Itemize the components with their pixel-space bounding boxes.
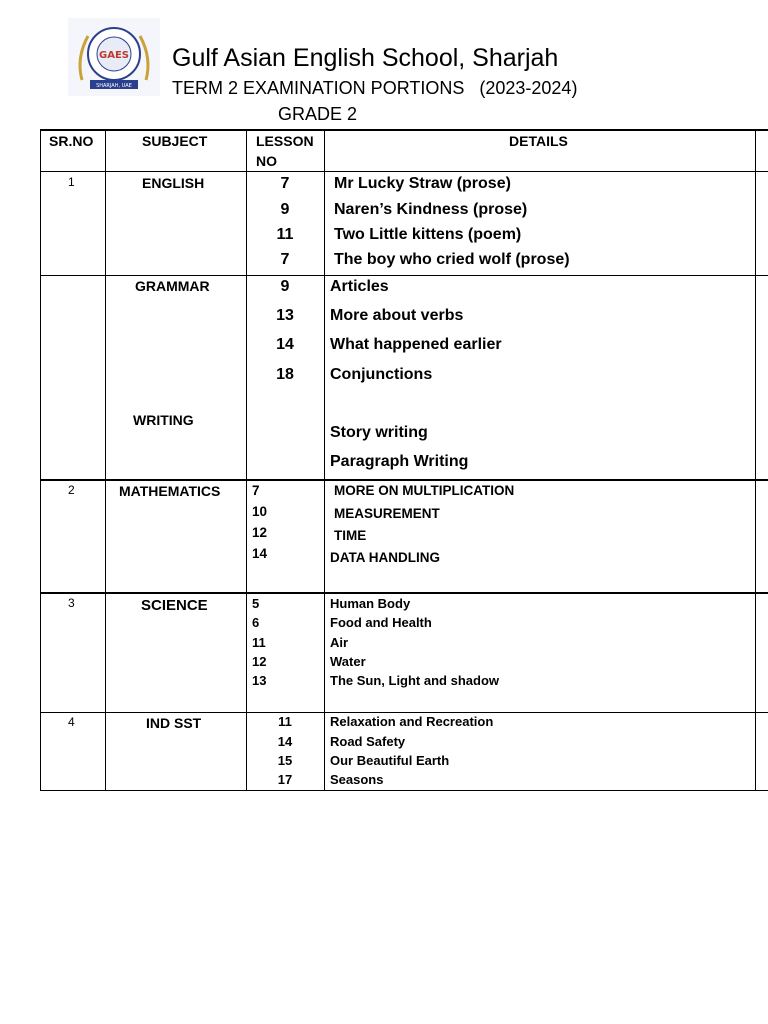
lesson-detail: Naren’s Kindness (prose) [334, 201, 528, 218]
lesson-detail: Mr Lucky Straw (prose) [334, 175, 511, 192]
sr-no-english: 1 [68, 175, 75, 189]
lesson-no: 7 [252, 483, 260, 498]
sr-no-science: 3 [68, 596, 75, 610]
lesson-detail: Our Beautiful Earth [330, 753, 450, 768]
lesson-no: 12 [252, 525, 268, 540]
lesson-no: 6 [252, 615, 260, 630]
lesson-no: 11 [276, 226, 294, 243]
lesson-detail: Human Body [330, 596, 411, 611]
lesson-no: 11 [252, 635, 266, 650]
subject-grammar: GRAMMAR [135, 278, 210, 294]
lesson-detail: Food and Health [330, 615, 432, 630]
lesson-detail: MEASUREMENT [334, 506, 440, 521]
lesson-no: 14 [276, 336, 294, 353]
lesson-no: 15 [277, 753, 293, 768]
subject-writing: WRITING [133, 412, 194, 428]
lesson-detail: Two Little kittens (poem) [334, 226, 522, 243]
col-header-details: DETAILS [509, 133, 568, 149]
lesson-detail: The boy who cried wolf (prose) [334, 251, 570, 268]
lesson-no: 7 [280, 251, 290, 268]
col-header-sr-no: SR.NO [49, 133, 94, 149]
lesson-no: 18 [276, 366, 294, 383]
svg-text:GAES: GAES [99, 50, 129, 61]
lesson-detail: TIME [334, 528, 367, 543]
school-name: Gulf Asian English School, Sharjah [172, 44, 559, 72]
lesson-detail: What happened earlier [330, 336, 502, 353]
lesson-no: 13 [276, 307, 294, 324]
lesson-detail: More about verbs [330, 307, 464, 324]
col-header-lesson-no: NO [256, 153, 277, 169]
lesson-no: 10 [252, 504, 268, 519]
col-header-subject: SUBJECT [142, 133, 208, 149]
lesson-detail: The Sun, Light and shadow [330, 673, 499, 688]
lesson-detail: MORE ON MULTIPLICATION [334, 483, 515, 498]
lesson-detail: Water [330, 654, 366, 669]
lesson-no: 7 [280, 175, 290, 192]
lesson-no: 12 [252, 654, 267, 669]
subject-english: ENGLISH [142, 175, 205, 191]
subject-ind-sst: IND SST [146, 715, 202, 731]
lesson-detail: Road Safety [330, 734, 406, 749]
lesson-detail: Articles [330, 278, 389, 295]
lesson-no: 13 [252, 673, 267, 688]
lesson-no: 11 [278, 714, 292, 729]
col-header-lesson: LESSON [256, 133, 314, 149]
grade-label: GRADE 2 [278, 104, 358, 124]
lesson-no: 9 [280, 278, 290, 295]
lesson-no: 9 [280, 201, 290, 218]
subject-science: SCIENCE [141, 597, 208, 614]
writing-item: Paragraph Writing [330, 453, 469, 470]
lesson-no: 14 [252, 546, 268, 561]
lesson-detail: Relaxation and Recreation [330, 714, 494, 729]
writing-item: Story writing [330, 424, 428, 441]
exam-title: TERM 2 EXAMINATION PORTIONS (2023-2024) [172, 78, 578, 98]
lesson-detail: Air [330, 635, 349, 650]
subject-mathematics: MATHEMATICS [119, 483, 221, 499]
lesson-detail: Conjunctions [330, 366, 433, 383]
lesson-detail: Seasons [330, 772, 384, 787]
lesson-no: 14 [277, 734, 293, 749]
sr-no-mathematics: 2 [68, 483, 75, 497]
sr-no-ind-sst: 4 [68, 715, 75, 729]
lesson-detail: DATA HANDLING [330, 550, 440, 565]
lesson-no: 17 [277, 772, 293, 787]
lesson-no: 5 [252, 596, 260, 611]
portions-table [40, 129, 768, 792]
svg-text:SHARJAH, UAE: SHARJAH, UAE [96, 83, 132, 89]
school-logo [68, 18, 160, 96]
